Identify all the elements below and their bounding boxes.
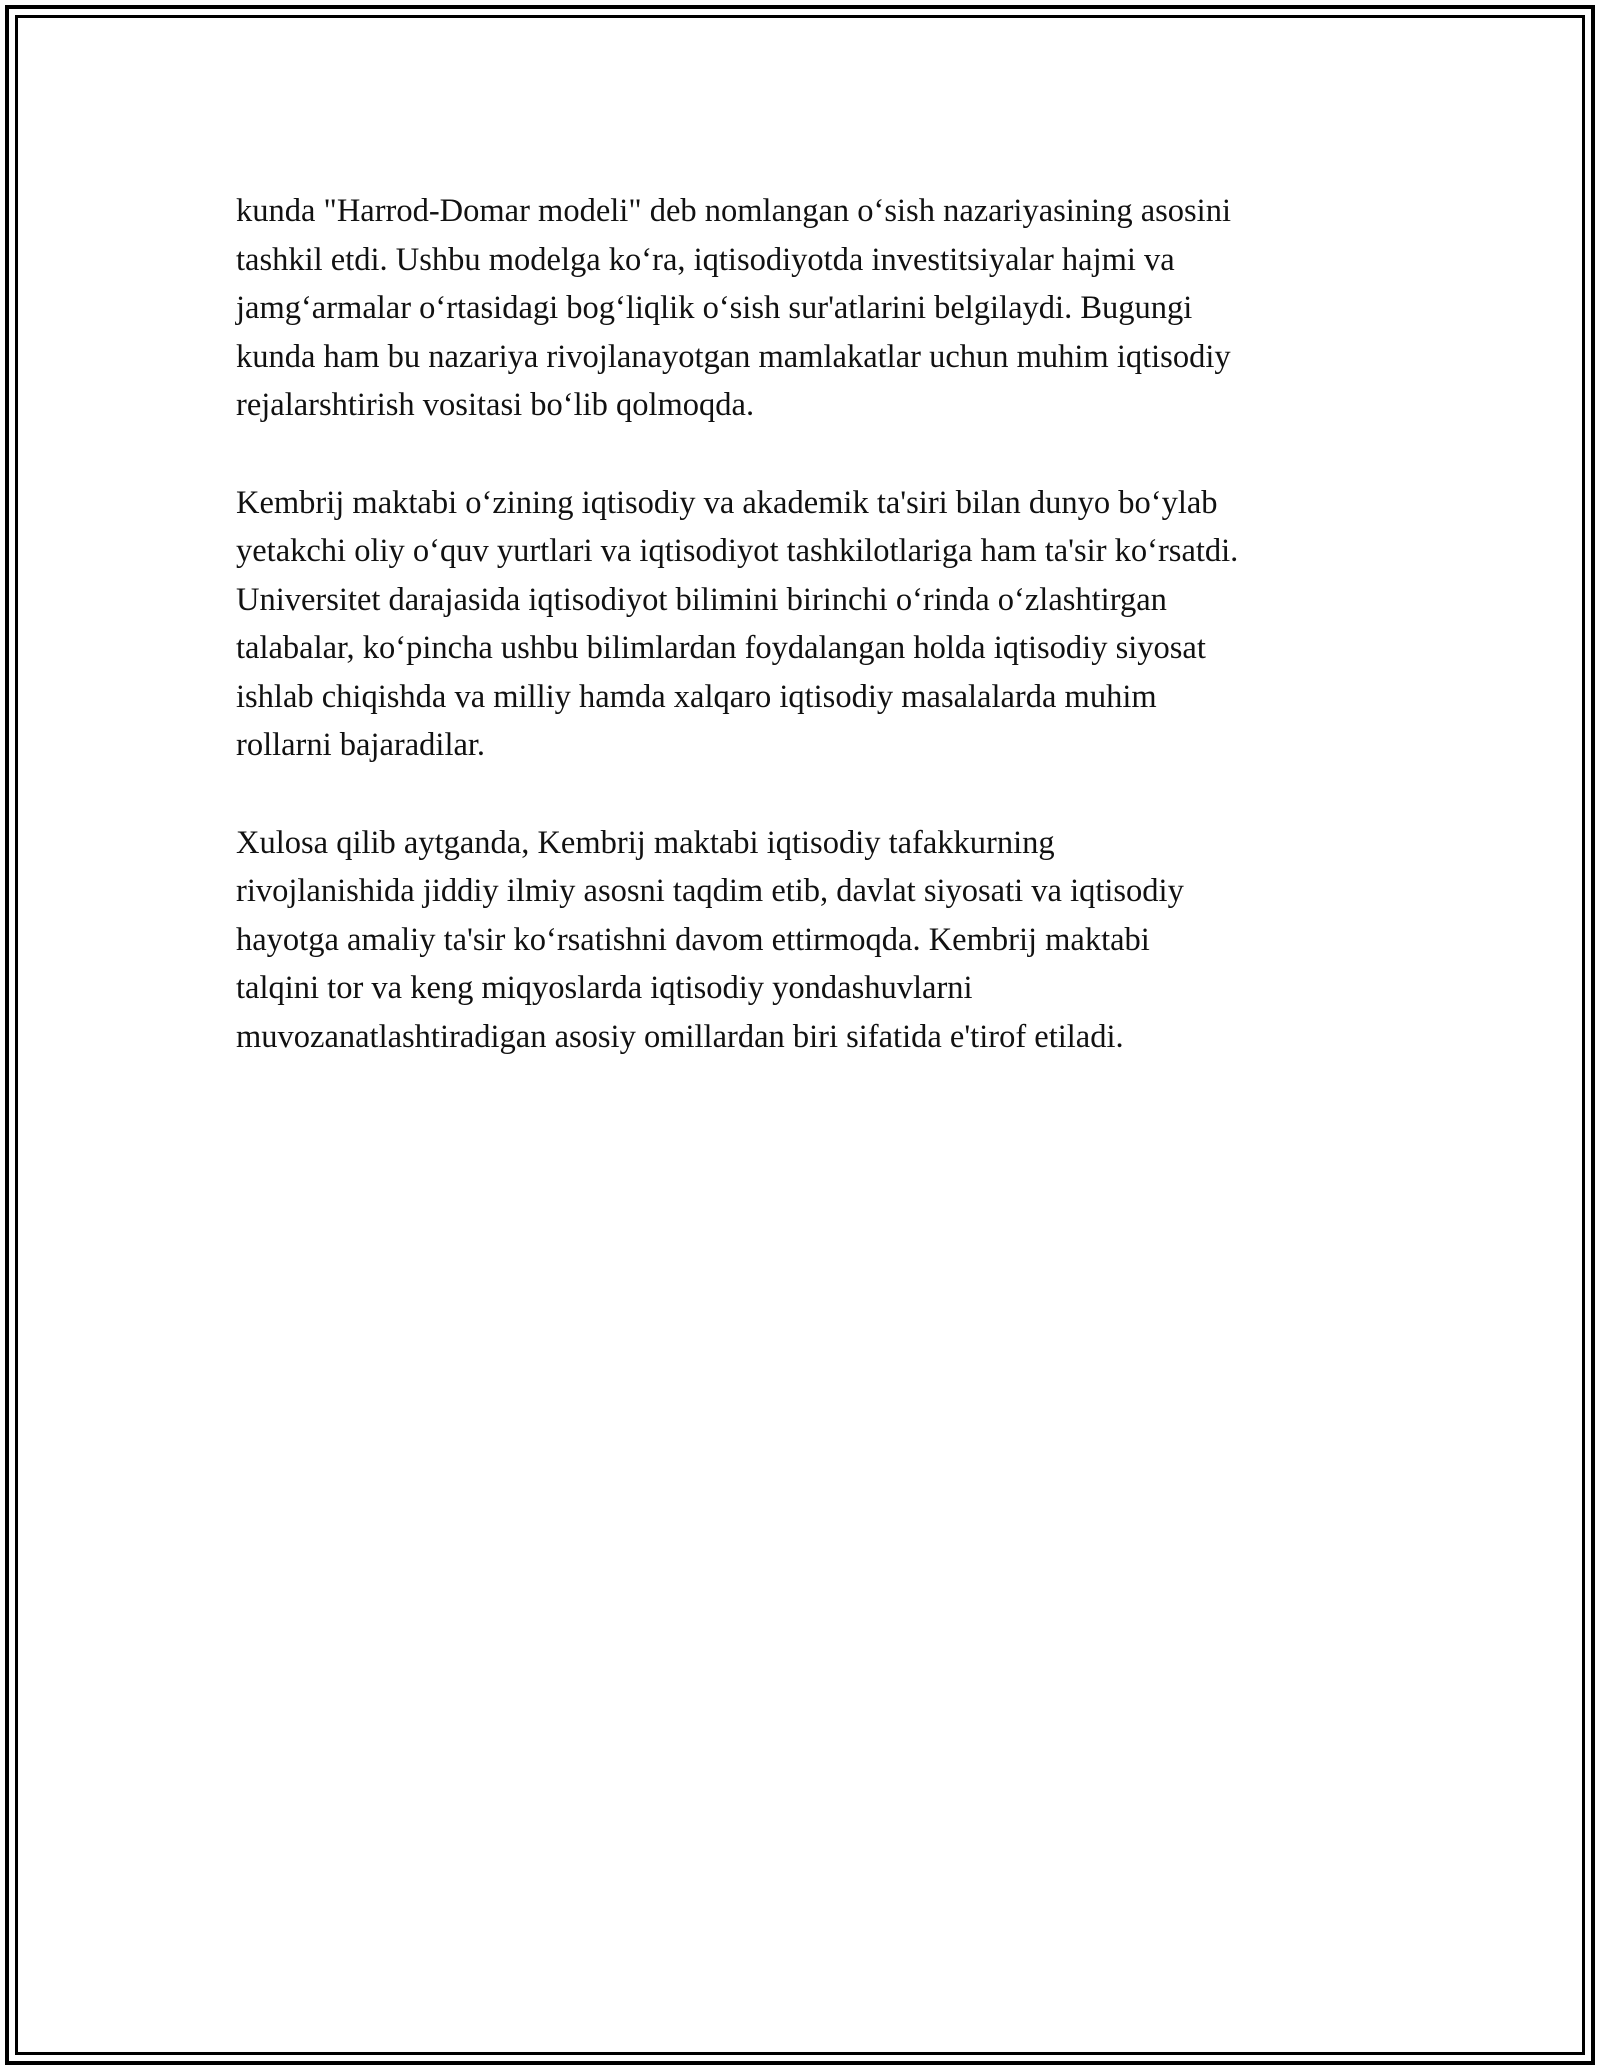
text-line: yetakchi oliy o‘quv yurtlari va iqtisodiyot tashkilotlariga ham ta'sir ko‘rsatdi. (236, 533, 1239, 569)
document-body (236, 187, 1376, 1110)
text-line: ishlab chiqishda va milliy hamda xalqaro iqtisodiy masalalarda muhim (236, 678, 1157, 715)
paragraph-conclusion (236, 819, 1376, 1062)
text-line: Xulosa qilib aytganda, Kembrij maktabi iqtisodiy tafakkurning (236, 824, 1055, 861)
text-line: jamg‘armalar o‘rtasidagi bog‘liqlik o‘sish sur'atlarini belgilaydi. Bugungi (236, 290, 1193, 326)
text-line: kunda "Harrod-Domar modeli" deb nomlangan o‘sish nazariyasining asosini (236, 193, 1231, 229)
text-line: rivojlanishida jiddiy ilmiy asosni taqdim etib, davlat siyosati va iqtisodiy (236, 873, 1184, 909)
text-line: hayotga amaliy ta'sir ko‘rsatishni davom ettirmoqda. Kembrij maktabi (236, 921, 1150, 958)
text-line: talabalar, ko‘pincha ushbu bilimlardan foydalangan holda iqtisodiy siyosat (236, 630, 1206, 666)
paragraph-harrod-domar (236, 187, 1376, 430)
text-line: rollarni bajaradilar. (236, 727, 486, 763)
text-line: Universitet darajasida iqtisodiyot bilimini birinchi o‘rinda o‘zlashtirgan (236, 581, 1167, 618)
text-line: muvozanatlashtiradigan asosiy omillardan biri sifatida e'tirof etiladi. (236, 1018, 1124, 1055)
text-line: kunda ham bu nazariya rivojlanayotgan mamlakatlar uchun muhim iqtisodiy (236, 338, 1231, 375)
text-line: rejalarshtirish vositasi bo‘lib qolmoqda. (236, 387, 755, 423)
text-line: tashkil etdi. Ushbu modelga ko‘ra, iqtisodiyotda investitsiyalar hajmi va (236, 241, 1175, 278)
text-line: talqini tor va keng miqyoslarda iqtisodiy yondashuvlarni (236, 970, 973, 1006)
paragraph-kembrij-influence (236, 479, 1376, 770)
text-line: Kembrij maktabi o‘zining iqtisodiy va akademik ta'siri bilan dunyo bo‘ylab (236, 484, 1218, 521)
